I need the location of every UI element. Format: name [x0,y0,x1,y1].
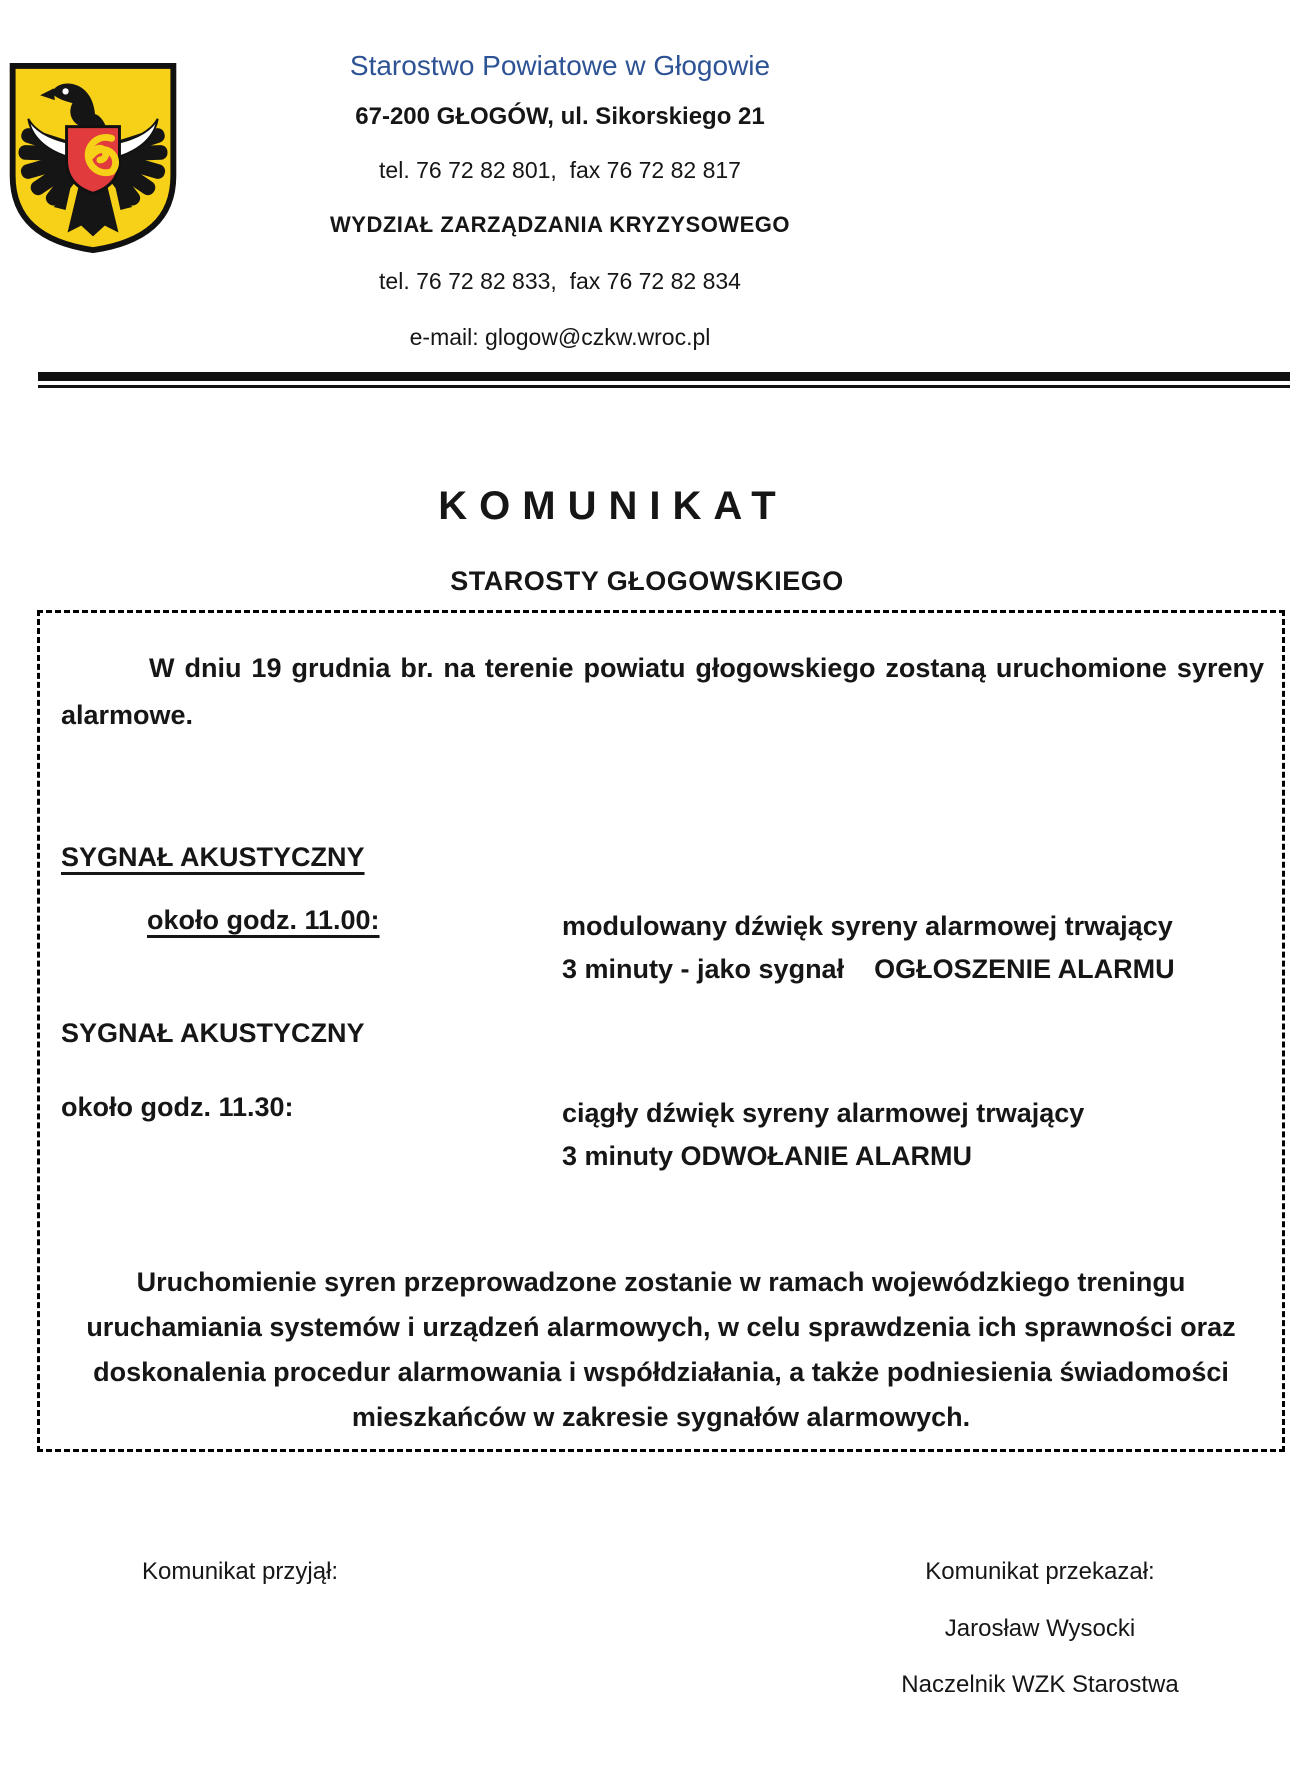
signal-1-heading: SYGNAŁ AKUSTYCZNY [61,842,365,872]
notice-purpose-paragraph: Uruchomienie syren przeprowadzone zostanie w ramach wojewódzkiego treningu uruchamiania systemów i urządzeń alarmowych, w celu sprawdzenia ich sprawności oraz doskonalenia procedur alarmowania i współdziałania, a także podniesienia świadomości mieszkańców w zakresie sygnałów alarmowych. [86,1267,1244,1432]
header-divider-thin [38,385,1290,388]
signal-2-description-line1: ciągły dźwięk syreny alarmowej trwający [562,1098,1085,1128]
signer-name: Jarosław Wysocki [944,1615,1136,1642]
org-email: e-mail: glogow@czkw.wroc.pl [409,324,711,350]
notice-intro-paragraph: W dniu 19 grudnia br. na terenie powiatu głogowskiego zostaną uruchomione syreny alarmowe. [61,653,1272,730]
signal-2-heading: SYGNAŁ AKUSTYCZNY [61,1018,365,1048]
signal-1-time: około godz. 11.00: [147,905,380,935]
document-title: KOMUNIKAT [438,484,788,528]
org-address: 67-200 GŁOGÓW, ul. Sikorskiego 21 [355,103,765,130]
signal-1-description-line2: 3 minuty - jako sygnał OGŁOSZENIE ALARMU [562,954,1175,984]
coat-of-arms-icon [4,60,182,256]
signer-title: Naczelnik WZK Starostwa [901,1671,1179,1698]
signal-1-description-line1: modulowany dźwięk syreny alarmowej trwający [562,911,1173,941]
signal-1-description [562,905,1272,991]
signal-2-description [562,1092,1272,1178]
received-by-label: Komunikat przyjął: [142,1558,339,1585]
org-name: Starostwo Powiatowe w Głogowie [349,50,771,81]
document-subtitle: STAROSTY GŁOGOWSKIEGO [450,566,844,596]
department-phone-fax: tel. 76 72 82 833, fax 76 72 82 834 [379,268,741,294]
notice-box [37,610,1285,1452]
header-divider-thick [38,372,1290,381]
signal-2-description-line2: 3 minuty ODWOŁANIE ALARMU [562,1141,972,1171]
delivered-by-label: Komunikat przekazał: [925,1558,1155,1585]
org-phone-fax: tel. 76 72 82 801, fax 76 72 82 817 [379,157,741,183]
signal-2-time: około godz. 11.30: [61,1092,294,1122]
department-name: WYDZIAŁ ZARZĄDZANIA KRYZYSOWEGO [330,212,790,237]
